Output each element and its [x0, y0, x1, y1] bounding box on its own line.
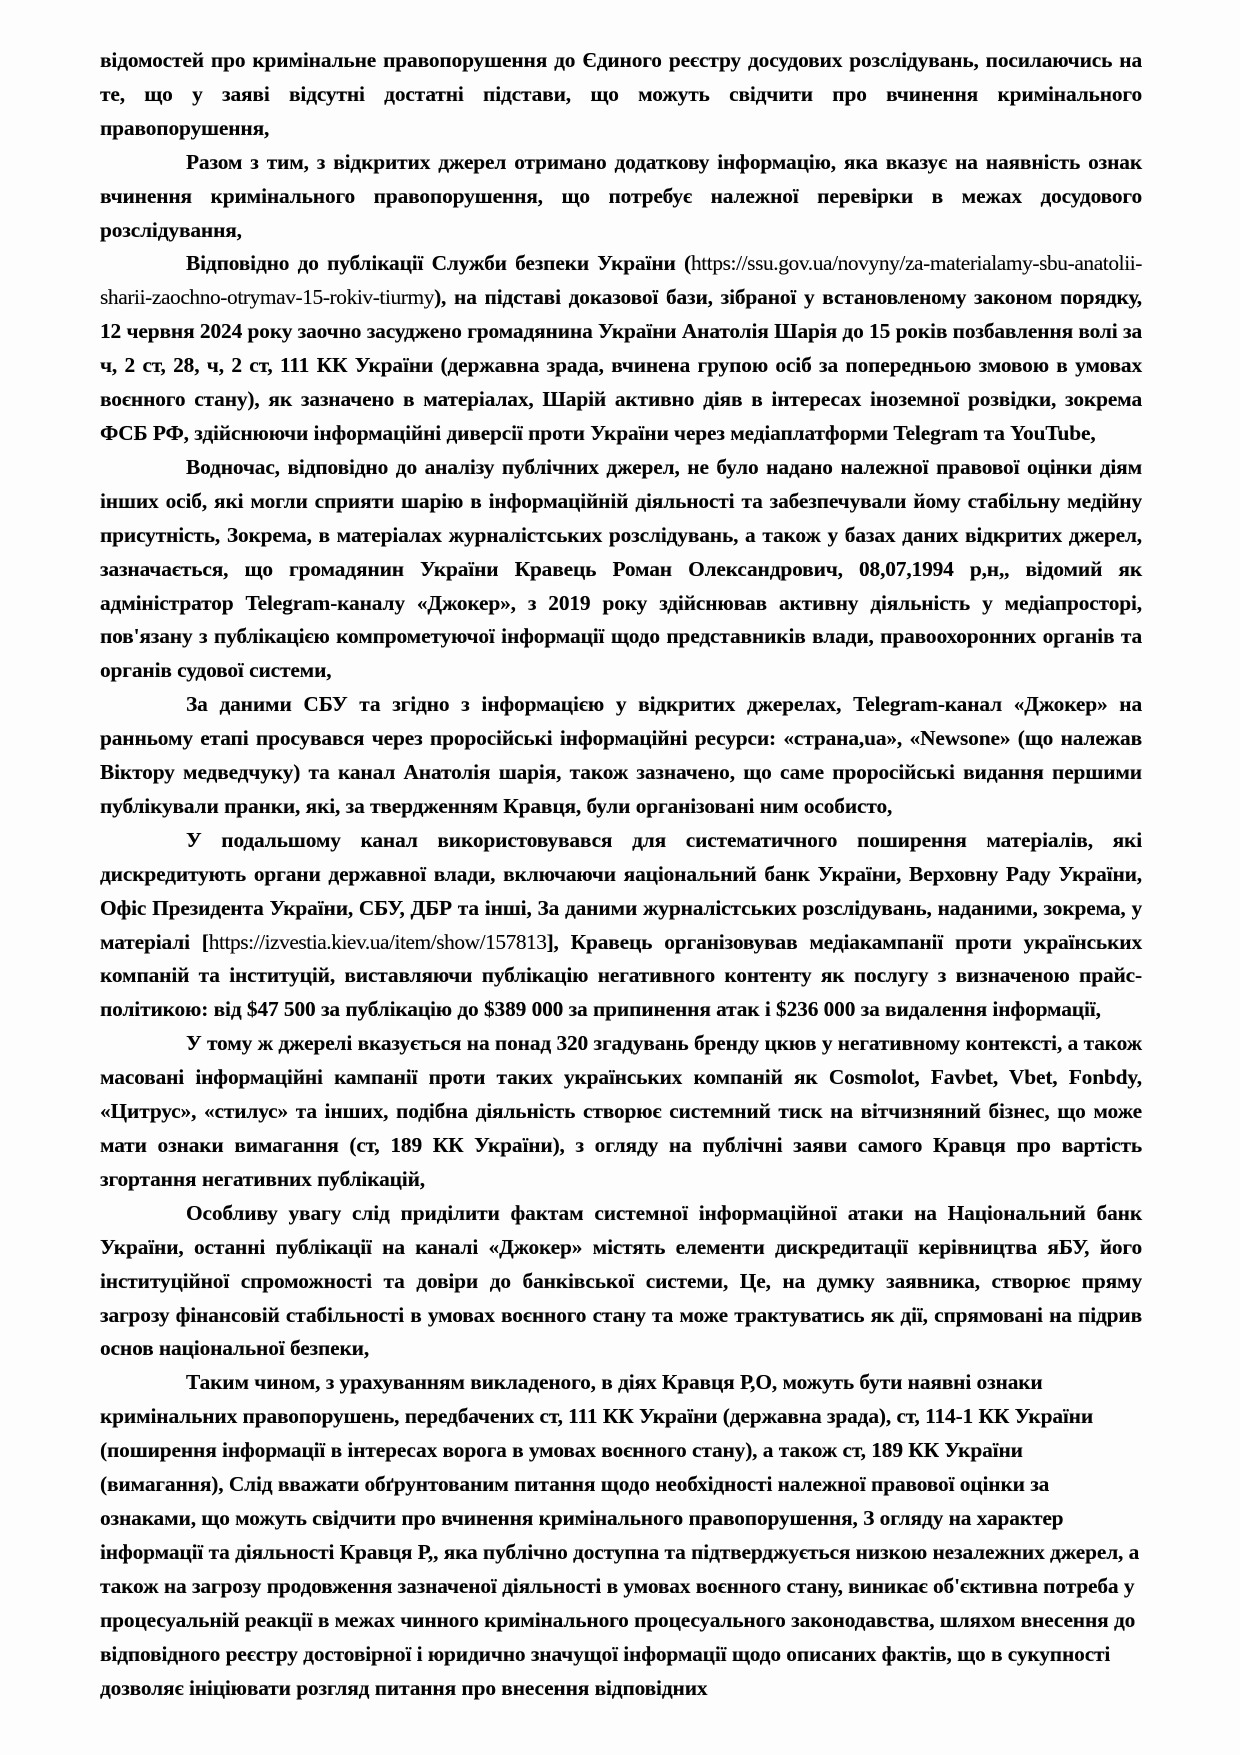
paragraph-5: За даними СБУ та згідно з інформацією у відкритих джерелах, Telegram-канал «Джокер» на ранньому етапі просувався через проросійські інформаційні ресурси: «страна,ua», «Newsone» (що належав Віктору медведчуку) та канал Анатолія шарія, також зазначено, що саме проросійські видання першими публікували пранки, які, за твердженням Кравця, були організовані ним особисто,: [100, 692, 1142, 818]
ssu-publication-url: https://ssu.gov.ua/novyny/za-materialamy-sbu-anatolii-sharii-zaochno-otrymav-15-rokiv-tiurmy: [100, 251, 1142, 310]
paragraph-4: Водночас, відповідно до аналізу публічних джерел, не було надано належної правової оцінки діям інших осіб, які могли сприяти шарію в інформаційній діяльності та забезпечували йому стабільну медійну присутність, Зокрема, в матеріалах журналістських розслідувань, а також у базах даних відкритих джерел, зазначається, що громадянин України Кравець Роман Олександрович, 08,07,1994 р,н,, відомий як адміністратор Telegram-каналу «Джокер», з 2019 року здійснював активну діяльність у медіапросторі, пов'язану з публікацією компрометуючої інформації щодо представників влади, правоохоронних органів та органів судової системи,: [100, 454, 1142, 683]
document-text-body: [100, 44, 1142, 1705]
paragraph-7: У тому ж джерелі вказується на понад 320 згадувань бренду цкюв у негативному контексті, а також масовані інформаційні кампанії проти таких українських компаній як Cosmolot, Favbet, Vbet, Fonbdy, «Цитрус», «стилус» та інших, подібна діяльність створює системний тиск на вітчизняний бізнес, що може мати ознаки вимагання (ст, 189 КК України), з огляду на публічні заяви самого Кравця про вартість згортання негативних публікацій,: [100, 1031, 1142, 1191]
izvestia-article-url: https://izvestia.kiev.ua/item/show/157813: [208, 929, 547, 954]
paragraph-3-lead-text: Відповідно до публікації Служби безпеки України (: [186, 251, 691, 276]
paragraph-3: [100, 247, 1142, 450]
paragraph-6: [100, 824, 1142, 1027]
paragraph-6-lead-text: У подальшому канал використовувався для систематичного поширення матеріалів, які дискредитують органи державної влади, включаючи яаціональний банк України, Верховну Раду України, Офіс Президента України, СБУ, ДБР та інші, За даними журналістських розслідувань, наданими, зокрема, у матеріалі [: [100, 827, 1142, 954]
paragraph-6-trailing-text: ], Кравець організовував медіакампанії проти українських компаній та інституцій, виставляючи публікацію негативного контенту як послугу з визначеною прайс-політикою: від $47 500 за публікацію до $389 000 за припинення атак і $236 000 за видалення інформації,: [100, 929, 1142, 1022]
paragraph-3-trailing-text: ), на підставі доказової бази, зібраної у встановленому законом порядку, 12 червня 2024 року заочно засуджено громадянина України Анатолія Шарія до 15 років позбавлення волі за ч, 2 ст, 28, ч, 2 ст, 111 КК України (державна зрада, вчинена групою осіб за попередньою змовою в умовах воєнного стану), як зазначено в матеріалах, Шарій активно діяв в інтересах іноземної розвідки, зокрема ФСБ РФ, здійснюючи інформаційні диверсії проти України через медіаплатформи Telegram та YouTube,: [100, 285, 1142, 445]
paragraph-9: Таким чином, з урахуванням викладеного, в діях Кравця Р,О, можуть бути наявні ознаки кримінальних правопорушень, передбачених ст, 111 КК України (державна зрада), ст, 114-1 КК України (поширення інформації в інтересах ворога в умовах воєнного стану), а також ст, 189 КК України (вимагання), Слід вважати обґрунтованим питання щодо необхідності належної правової оцінки за ознаками, що можуть свідчити про вчинення кримінального правопорушення, З огляду на характер інформації та діяльності Кравця Р,, яка публічно доступна та підтверджується низкою незалежних джерел, а також на загрозу продовження зазначеної діяльності в умовах воєнного стану, виникає об'єктивна потреба у процесуальній реакції в межах чинного кримінального процесуального законодавства, шляхом внесення до відповідного реєстру достовірної і юридично значущої інформації щодо описаних фактів, що в сукупності дозволяє ініціювати розгляд питання про внесення відповідних: [100, 1370, 1140, 1700]
paragraph-1: відомостей про кримінальне правопорушення до Єдиного реєстру досудових розслідувань, посилаючись на те, що у заяві відсутні достатні підстави, що можуть свідчити про вчинення кримінального правопорушення,: [100, 48, 1142, 140]
paragraph-2: Разом з тим, з відкритих джерел отримано додаткову інформацію, яка вказує на наявність ознак вчинення кримінального правопорушення, що потребує належної перевірки в межах досудового розслідування,: [100, 149, 1142, 242]
paragraph-8: Особливу увагу слід приділити фактам системної інформаційної атаки на Національний банк України, останні публікації на каналі «Джокер» містять елементи дискредитації керівництва яБУ, його інституційної спроможності та довіри до банківської системи, Це, на думку заявника, створює пряму загрозу фінансовій стабільності в умовах воєнного стану та може трактуватись як дії, спрямовані на підрив основ національної безпеки,: [100, 1200, 1142, 1361]
